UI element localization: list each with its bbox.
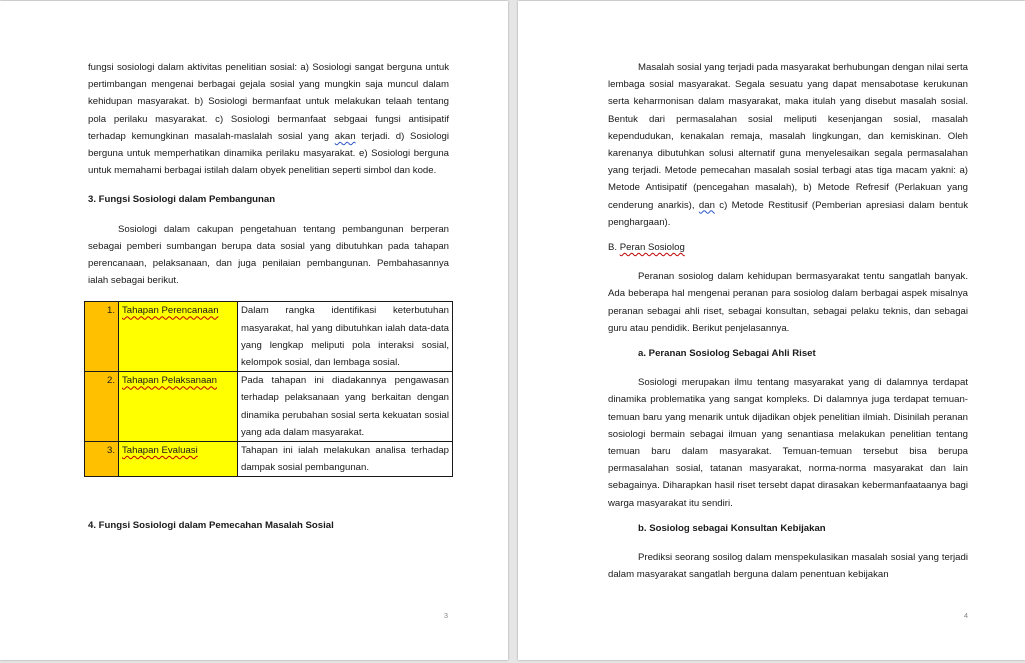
development-stages-table	[84, 301, 453, 477]
stage-description-cell: Tahapan ini ialah melakukan analisa terhadap dampak sosial pembangunan.	[238, 442, 453, 477]
paragraph-social-problems: Masalah sosial yang terjadi pada masyarakat berhubungan dengan nilai serta lembaga sosial masyarakat. Segala sesuatu yang dapat mensabotase kerukunan serta keharmonisan dalam masyarakat, maka itulah yang disebut masalah sosial. Bentuk dari permasalahan sosial meliputi kesenjangan sosial, masalah kependudukan, kenakalan remaja, masalah lingkungan, dan kemiskinan. Oleh karenanya dibutuhkan solusi alternatif guna menyelesaikan segala permasalahan yang terjadi. Metode pemecahan masalah sosial terbagi atas tiga macam yakni: a) Metode Antisipatif (pencegahan masalah), b) Metode Refresif (Perlakuan yang cenderung anarkis), dan c) Metode Restitusif (Pemberian apresiasi dalam bentuk penghargaan).	[608, 62, 968, 228]
grammar-flagged-word[interactable]: akan	[334, 130, 356, 142]
heading-policy-consultant: b. Sosiolog sebagai Konsultan Kebijakan	[638, 522, 826, 534]
stage-description-cell: Pada tahapan ini diadakannya pengawasan terhadap pelaksanaan yang berkaitan dengan dinamika perubahan sosial serta kekuatan sosial yang ada dalam masyarakat.	[238, 372, 453, 442]
document-page-4	[518, 1, 1025, 660]
page-body	[608, 59, 968, 583]
heading-sociologist-role: B. Peran Sosiolog	[608, 242, 685, 254]
heading-research-role: a. Peranan Sosiolog Sebagai Ahli Riset	[638, 348, 816, 360]
table-row	[85, 372, 453, 442]
paragraph-sociology-research-functions: fungsi sosiologi dalam aktivitas penelitian sosial: a) Sosiologi sangat berguna untuk pertimbangan mengenai berbagai gejala sosial yang mungkin saja muncul dalam kehidupan masyarakat. b) Sosiologi bermanfaat untuk melakukan telaah tentang pola perilaku masyarakat. c) Sosiologi bermanfaat sebgaai fungsi antisipatif terhadap kemungkinan masalah-maslalah sosial yang akan terjadi. d) Sosiologi berguna untuk memperhatikan dinamika perilaku masyarakat. e) Sosiologi berguna untuk memahami berbagai istilah dalam obyek penelitian seperti simbol dan kode.	[88, 62, 449, 177]
page-number: 3	[443, 611, 448, 620]
stage-name-cell: Tahapan Perencanaan	[119, 302, 238, 372]
table-row	[85, 302, 453, 372]
paragraph-sociologist-roles: Peranan sosiolog dalam kehidupan bermasyarakat tentu sangatlah banyak. Ada beberapa hal mengenai peranan para sosiolog dalam berbagai aspek misalnya peranan sebagai ahli riset, sebagai konsultan, sebagai pelaku teknis, dan sebagai guru atau pendidik. Berikut penjelasannya.	[608, 271, 968, 334]
grammar-flagged-word[interactable]: dan	[698, 199, 715, 211]
paragraph-development: Sosiologi dalam cakupan pengetahuan tentang pembangunan berperan sebagai pemberi sumbangan berupa data sosial yang dibutuhkan pada tahapan perencanaan, pelaksanaan, dan juga penilaian pembangunan. Pembahasannya ialah sebagai berikut.	[88, 223, 449, 287]
document-page-3	[0, 1, 508, 660]
heading-problem-solving-function: 4. Fungsi Sosiologi dalam Pemecahan Masalah Sosial	[88, 520, 334, 532]
row-number: 2.	[85, 372, 119, 442]
stage-name-cell: Tahapan Pelaksanaan	[119, 372, 238, 442]
row-number: 1.	[85, 302, 119, 372]
paragraph-research-role: Sosiologi merupakan ilmu tentang masyarakat yang di dalamnya terdapat dinamika problematika yang sangat kompleks. Di dalamnya juga terdapat temuan-temuan baru yang menarik untuk dijadikan objek penelitian ilmiah. Disinilah peranan sosiologi bermain sebagai ilmuan yang senantiasa melakukan penelitian tentang temuan baru dalam masyarakat. Temuan-temuan tersebut bisa berupa permasalahan sosial, tatanan masyarakat, norma-norma masyarakat dan lain sebagainya. Diharapkan hasil riset tersebt dapat dirasakan kebermanfaataanya bagi warga masyarakat itu sendiri.	[608, 377, 968, 509]
page-number: 4	[963, 611, 968, 620]
paragraph-policy-consultant: Prediksi seorang sosilog dalam menspekulasikan masalah sosial yang terjadi dalam masyarakat sangatlah berguna dalam penentuan kebijakan	[608, 552, 968, 581]
page-body	[88, 59, 449, 535]
stage-name-cell: Tahapan Evaluasi	[119, 442, 238, 477]
spelling-flagged-word[interactable]: Peran Sosiolog	[619, 242, 685, 254]
table-row	[85, 442, 453, 477]
row-number: 3.	[85, 442, 119, 477]
heading-development-function: 3. Fungsi Sosiologi dalam Pembangunan	[88, 194, 276, 206]
stage-description-cell: Dalam rangka identifikasi keterbutuhan masyarakat, hal yang dibutuhkan ialah data-data yang lengkap meliputi pola interaksi sosial, kelompok sosial, dan lembaga sosial.	[238, 302, 453, 372]
